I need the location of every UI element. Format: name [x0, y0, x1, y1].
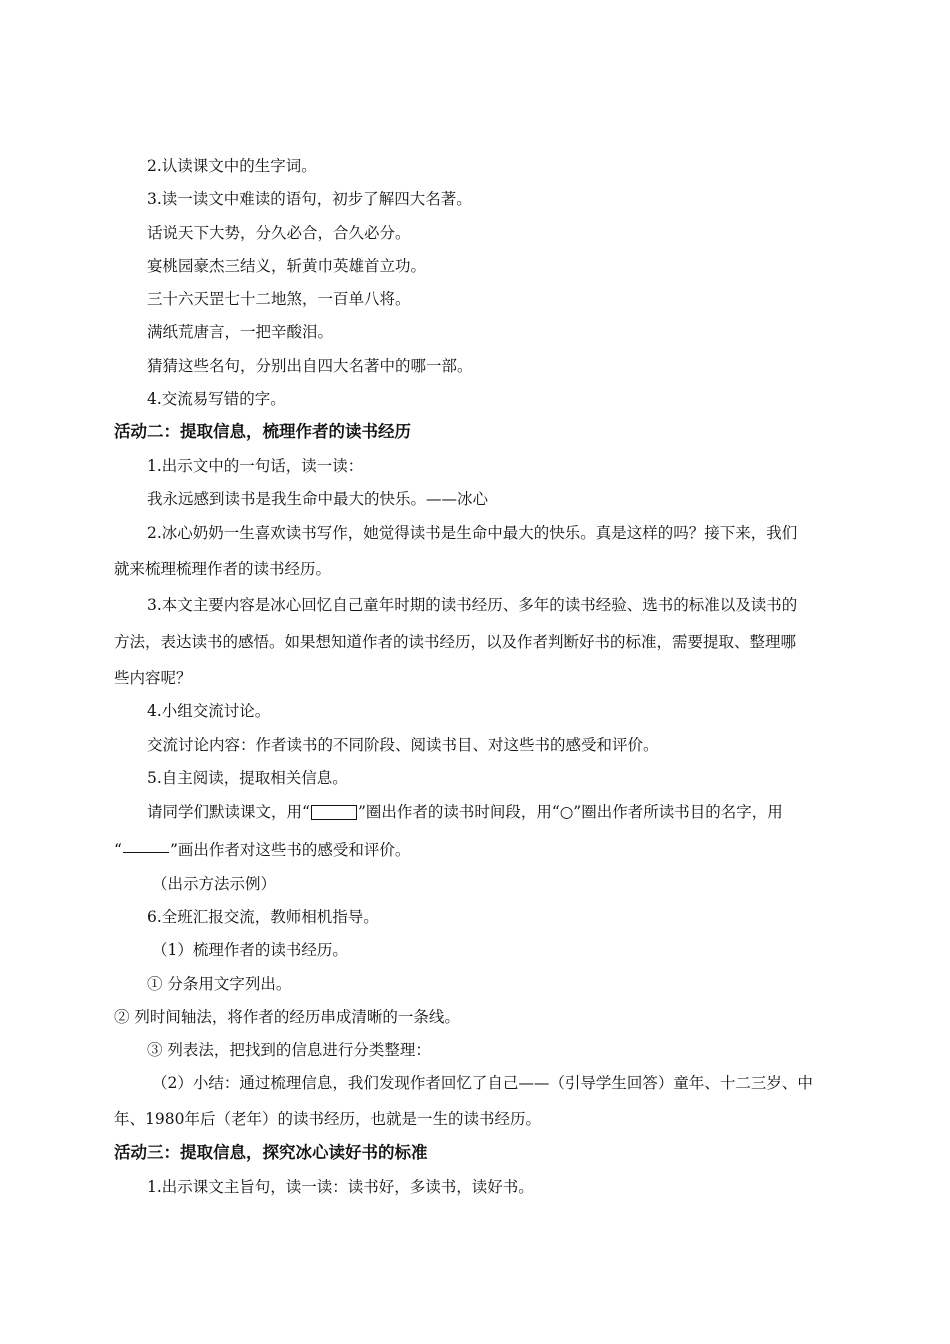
discussion-content: 交流讨论内容：作者读书的不同阶段、阅读书目、对这些书的感受和评价。 [147, 736, 659, 754]
activity-2-item-6: 6.全班汇报交流，教师相机指导。 [147, 908, 379, 926]
item-3: 3.读一读文中难读的语句，初步了解四大名著。 [147, 190, 472, 208]
quote-line: 宴桃园豪杰三结义，斩黄巾英雄首立功。 [147, 257, 427, 275]
item-4: 4.交流易写错的字。 [147, 390, 286, 408]
instruction-text: “ [114, 841, 122, 859]
activity-2-item-2-line-1: 2.冰心奶奶一生喜欢读书写作，她觉得读书是生命中最大的快乐。真是这样的吗？接下来，我们 [147, 524, 798, 542]
instruction-text: ”画出作者对这些书的感受和评价。 [169, 841, 411, 859]
summary-line-1: （2）小结：通过梳理信息，我们发现作者回忆了自己——（引导学生回答）童年、十二三岁、中 [152, 1074, 813, 1092]
activity-2-item-3-line-1: 3.本文主要内容是冰心回忆自己童年时期的读书经历、多年的读书经验、选书的标准以及读书的 [147, 596, 798, 614]
activity-2-item-5: 5.自主阅读，提取相关信息。 [147, 769, 348, 787]
instruction-text: ”圈出作者的读书时间段，用“○”圈出作者所读书目的名字，用 [357, 803, 783, 821]
instruction-line-1 [147, 802, 783, 822]
method-3: ③ 列表法，把找到的信息进行分类整理： [147, 1041, 431, 1059]
activity-2-item-3-line-2: 方法，表达读书的感悟。如果想知道作者的读书经历，以及作者判断好书的标准，需要提取、整理哪 [114, 633, 797, 651]
summary-line-2: 年、1980年后（老年）的读书经历，也就是一生的读书经历。 [114, 1110, 541, 1128]
item-2: 2.认读课文中的生字词。 [147, 157, 317, 175]
sub-item-1: （1）梳理作者的读书经历。 [152, 941, 348, 959]
activity-2-quote: 我永远感到读书是我生命中最大的快乐。——冰心 [147, 490, 489, 508]
method-1: ① 分条用文字列出。 [147, 975, 292, 993]
rectangle-mark-icon [311, 805, 357, 820]
activity-3-heading: 活动三：提取信息，探究冰心读好书的标准 [114, 1143, 428, 1162]
activity-2-item-2-line-2: 就来梳理梳理作者的读书经历。 [114, 560, 332, 578]
method-2: ② 列时间轴法，将作者的经历串成清晰的一条线。 [114, 1008, 460, 1026]
instruction-text: 请同学们默读课文，用“ [147, 803, 310, 821]
activity-3-item-1: 1.出示课文主旨句，读一读：读书好，多读书，读好书。 [147, 1178, 534, 1196]
activity-2-heading: 活动二：提取信息，梳理作者的读书经历 [114, 422, 411, 441]
instruction-line-2 [114, 840, 410, 860]
underline-mark-icon [123, 851, 169, 853]
quote-line: 三十六天罡七十二地煞，一百单八将。 [147, 290, 411, 308]
quote-line: 话说天下大势，分久必合，合久必分。 [147, 224, 411, 242]
method-example: （出示方法示例） [152, 875, 277, 893]
guess-prompt: 猜猜这些名句，分别出自四大名著中的哪一部。 [147, 357, 473, 375]
activity-2-item-1: 1.出示文中的一句话，读一读： [147, 457, 364, 475]
activity-2-item-4: 4.小组交流讨论。 [147, 702, 271, 720]
quote-line: 满纸荒唐言，一把辛酸泪。 [147, 323, 334, 341]
activity-2-item-3-line-3: 些内容呢？ [114, 669, 192, 687]
